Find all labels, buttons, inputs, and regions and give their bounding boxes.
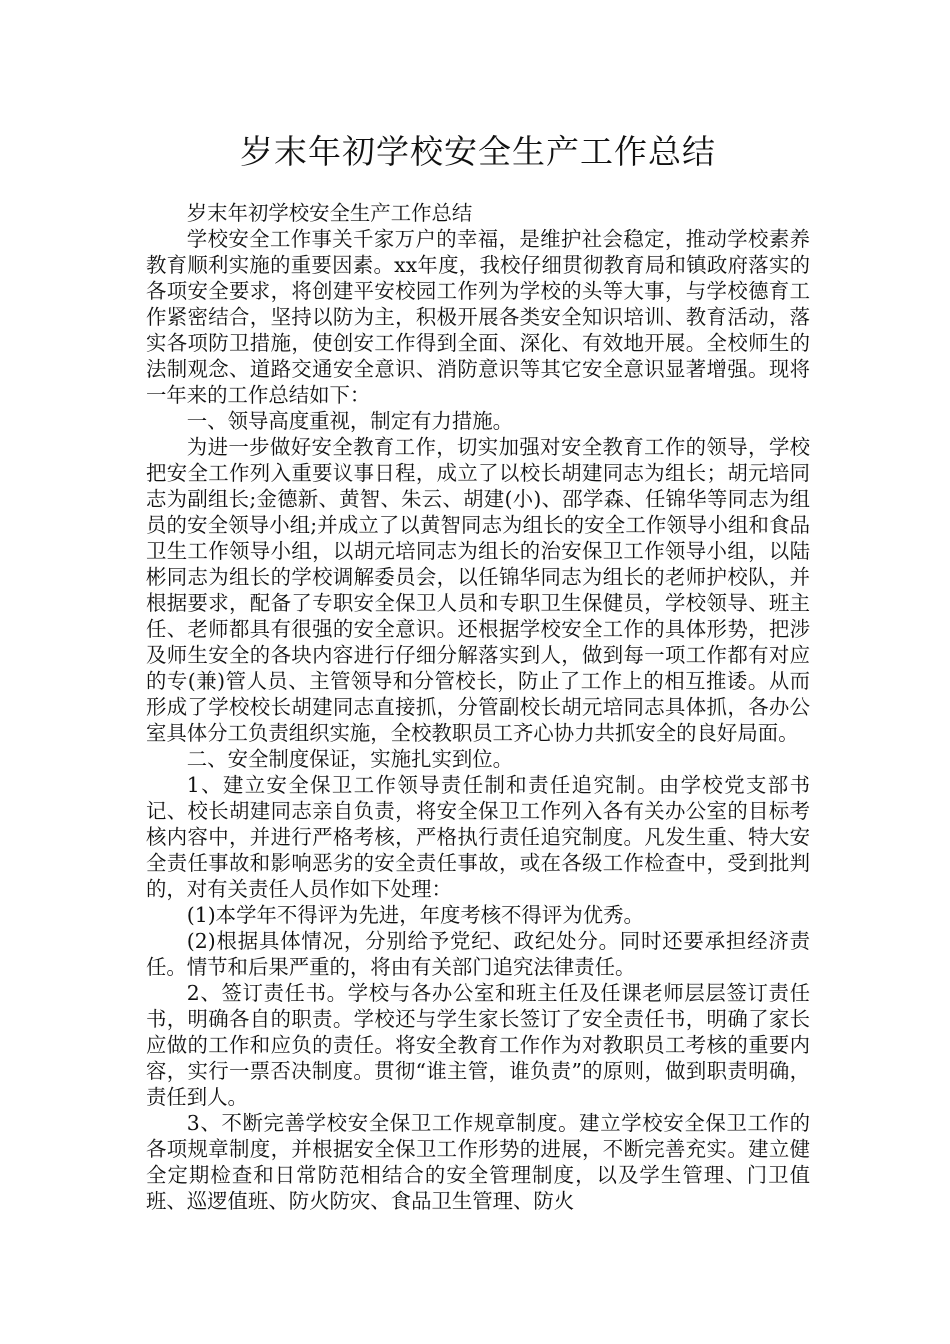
sub-item-2-paragraph: (2)根据具体情况，分别给予党纪、政纪处分。同时还要承担经济责任。情节和后果严重的，将由有关部门追究法律责任。 [146,929,810,979]
item-2-paragraph: 2、签订责任书。学校与各办公室和班主任及任课老师层层签订责任书，明确各自的职责。学校还与学生家长签订了安全责任书，明确了家长应做的工作和应负的责任。将安全教育工作作为对教职员工考核的重要内容，实行一票否决制度。贯彻“谁主管，谁负责”的原则，做到职责明确，责任到人。 [146,981,810,1109]
subtitle-paragraph: 岁末年初学校安全生产工作总结 [186,201,473,225]
document-title: 岁末年初学校安全生产工作总结 [240,132,716,171]
section-1-paragraph: 为进一步做好安全教育工作，切实加强对安全教育工作的领导，学校把安全工作列入重要议事日程，成立了以校长胡建同志为组长；胡元培同志为副组长;金德新、黄智、朱云、胡建(小)、邵学森、任锦华等同志为组员的安全领导小组;并成立了以黄智同志为组长的安全工作领导小组和食品卫生工作领导小组，以胡元培同志为组长的治安保卫工作领导小组，以陆彬同志为组长的学校调解委员会，以任锦华同志为组长的老师护校队，并根据要求，配备了专职安全保卫人员和专职卫生保健员，学校领导、班主任、老师都具有很强的安全意识。还根据学校安全工作的具体形势，把涉及师生安全的各块内容进行仔细分解落实到人，做到每一项工作都有对应的专(兼)管人员、主管领导和分管校长，防止了工作上的相互推诿。从而形成了学校校长胡建同志直接抓，分管副校长胡元培同志具体抓，各办公室具体分工负责组织实施，全校教职员工齐心协力共抓安全的良好局面。 [146,435,810,745]
section-heading-1: 一、领导高度重视，制定有力措施。 [186,409,514,433]
item-1-paragraph: 1、建立安全保卫工作领导责任制和责任追究制。由学校党支部书记、校长胡建同志亲自负责，将安全保卫工作列入各有关办公室的目标考核内容中，并进行严格考核，严格执行责任追究制度。凡发生重、特大安全责任事故和影响恶劣的安全责任事故，或在各级工作检查中，受到批判的，对有关责任人员作如下处理： [146,773,810,901]
document-page [146,126,810,1214]
intro-paragraph: 学校安全工作事关千家万户的幸福，是维护社会稳定，推动学校素养教育顺利实施的重要因素。xx年度，我校仔细贯彻教育局和镇政府落实的各项安全要求，将创建平安校园工作列为学校的头等大事，与学校德育工作紧密结合，坚持以防为主，积极开展各类安全知识培训、教育活动，落实各项防卫措施，使创安工作得到全面、深化、有效地开展。全校师生的法制观念、道路交通安全意识、消防意识等其它安全意识显著增强。现将一年来的工作总结如下： [146,227,810,407]
sub-item-1-paragraph: (1)本学年不得评为先进，年度考核不得评为优秀。 [186,903,644,927]
item-3-paragraph: 3、不断完善学校安全保卫工作规章制度。建立学校安全保卫工作的各项规章制度，并根据安全保卫工作形势的进展，不断完善充实。建立健全定期检查和日常防范相结合的安全管理制度，以及学生管理、门卫值班、巡逻值班、防火防灾、食品卫生管理、防火 [146,1111,810,1213]
section-heading-2: 二、安全制度保证，实施扎实到位。 [186,747,514,771]
document-body [146,200,810,1214]
